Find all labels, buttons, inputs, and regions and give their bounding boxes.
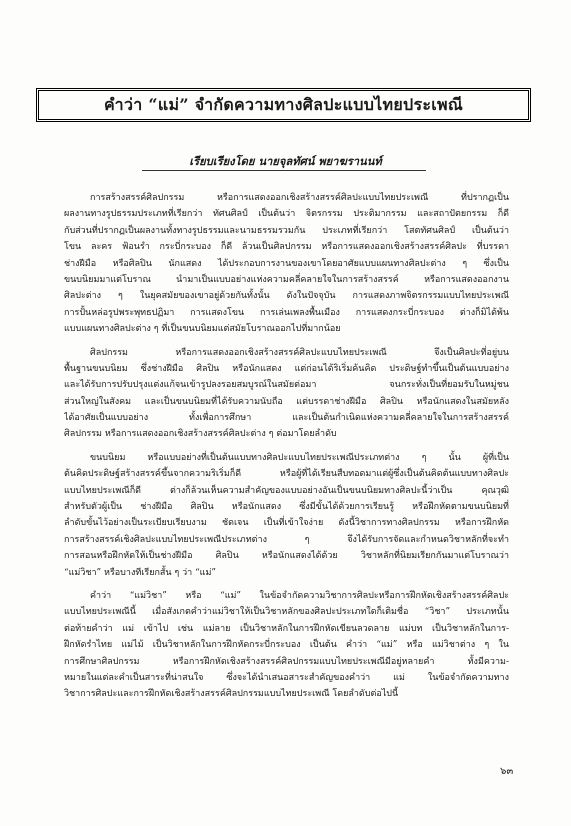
text-line: และได้รับการปรับปรุงแต่งแก้จนเข้ารูปลงรอยสมบูรณ์ในสมัยต่อมา จนกระทั่งเป็นที่ยอมรับในหมู่ชน — [64, 380, 509, 391]
text-line: สำหรับตัวผู้เป็น ช่างฝีมือ ศิลปิน หรือนักแสดง ซึ่งมีขั้นได้ด้วยการเรียนรู้ หรือฝึกหัดตามขนบนิยมที่ — [64, 502, 509, 513]
text-line: ลำดับขั้นไว้อย่างเป็นระเบียบเรียบงาม ชัดเจน เป็นที่เข้าใจง่าย ดังนี้วิชาการทางศิลปกรรม หรือการฝึกหัด — [64, 518, 509, 529]
text-line: ศิลปกรรม หรือการแสดงออกเชิงสร้างสรรค์ศิลปะแบบไทยประเพณี จึงเป็นศิลปะที่อยู่บน — [90, 347, 509, 358]
text-line: การสอนหรือฝึกหัดให้เป็นช่างฝีมือ ศิลปิน หรือนักแสดงได้ด้วย วิชาหลักที่นิยมเรียกกันมาแต่โบราณว่า — [64, 551, 509, 562]
paragraph — [64, 450, 509, 581]
paragraph — [64, 588, 509, 703]
text-line: ต้นคิดประดิษฐ์สร้างสรรค์ขึ้นจากความริเริ่มก็ดี หรือผู้ที่ได้เรียนสืบทอดมาแต่ผู้ซึ่งเป็นต้นคิดต้นแบบทางศิลปะ — [64, 469, 509, 480]
text-line: ช่างฝีมือ หรือศิลปิน นักแสดง ได้ประกอบการงานของเขาโดยอาศัยแบบแผนทางศิลปะต่าง ๆ ซึ่งเป็น — [64, 258, 509, 269]
author-underline — [142, 170, 426, 171]
text-line: ฝึกหัดรำไทย แม่ไม้ เป็นวิชาหลักในการฝึกหัดกระบี่กระบอง เป็นต้น คำว่า “แม่” หรือ แม่วิชาต่าง ๆ ใน — [64, 640, 509, 651]
page-number: ๖๓ — [500, 766, 514, 777]
text-line: ได้อาศัยเป็นแบบอย่าง ทั้งเพื่อการศึกษา และเป็นต้นกำเนิดแห่งความคลี่คลายใจในการสร้างสรรค์ — [64, 413, 509, 424]
text-line: ต่อท้ายคำว่า แม่ เข้าไป เช่น แม่ลาย เป็นวิชาหลักในการฝึกหัดเขียนลวดลาย แม่บท เป็นวิชาหลักในการ- — [64, 623, 509, 634]
text-line: ขนบนิยม หรือแบบอย่างที่เป็นต้นแบบทางศิลปะแบบไทยประเพณีประเภทต่าง ๆ นั้น ผู้ที่เป็น — [90, 452, 509, 463]
text-line: การสร้างสรรค์เชิงศิลปะแบบไทยประเพณีประเภทต่าง ๆ จึงได้รับการจัดและกำหนดวิชาหลักที่จะทำ — [64, 534, 509, 545]
author-line: เรียบเรียงโดย นายจุลทัศน์ พยาฆรานนท์ — [189, 154, 382, 168]
text-line: ส่วนใหญ่ในสังคม และเป็นขนบนิยมที่ได้รับความนับถือ แต่บรรดาช่างฝีมือ ศิลปิน หรือนักแสดงในสมัยหลัง — [64, 396, 509, 407]
text-line: การสร้างสรรค์ศิลปกรรม หรือการแสดงออกเชิงสร้างสรรค์ศิลปะแบบไทยประเพณี ที่ปรากฏเป็น — [90, 193, 509, 203]
text-line: วิชาการศิลปะและการฝึกหัดเชิงสร้างสรรค์ศิลปกรรมแบบไทยประเพณี โดยลำดับต่อไปนี้ — [64, 689, 399, 700]
text-line: การศึกษาศิลปกรรม หรือการฝึกหัดเชิงสร้างสรรค์ศิลปกรรมแบบไทยประเพณีมีอยู่หลายคำ ทั้งมีความ- — [64, 656, 509, 667]
text-line: โขน ละคร ฟ้อนรำ กระบี่กระบอง ก็ดี ล้วนเป็นศิลปกรรม หรือการแสดงออกเชิงสร้างสรรค์ศิลปะ ที่บรรดา — [64, 242, 509, 253]
body-text — [64, 190, 509, 710]
page-title: คำว่า “แม่” จำกัดความทางศิลปะแบบไทยประเพณี — [103, 94, 464, 114]
text-line: กับส่วนที่ปรากฏเป็นผลงานทั้งทางรูปธรรมและนามธรรมรวมกัน ประเภทที่เรียกว่า โสตทัศนศิลป์ เป็นต้นว่า — [64, 225, 509, 236]
text-line: หมายในแต่ละคำเป็นสาระที่น่าสนใจ ซึ่งจะได้นำเสนอสาระสำคัญของคำว่า แม่ ในข้อจำกัดความทาง — [64, 672, 509, 683]
text-line: การปั้นหล่อรูปพระพุทธปฏิมา การแสดงโขน การเล่นเพลงพื้นเมือง การแสดงกระบี่กระบอง ต่างก็มิได้พ้น — [64, 307, 509, 318]
text-line: พื้นฐานขนบนิยม ซึ่งช่างฝีมือ ศิลปิน หรือนักแสดง แต่ก่อนได้ริเริ่มค้นคิด ประดิษฐ์ทำขึ้นเป็นต้นแบบอย่าง — [64, 363, 509, 374]
paragraph — [64, 345, 509, 443]
text-line: แบบไทยประเพณีนี้ เมื่อสังเกตคำว่าแม่วิชาให้เป็นวิชาหลักของศิลปะประเภทใดก็เติมชื่อ “วิชา” ประเภทนั้น — [64, 607, 509, 618]
text-line: แบบแผนทางศิลปะต่าง ๆ ที่เป็นขนบนิยมแต่สมัยโบราณออกไปที่มากน้อย — [64, 324, 341, 335]
text-line: ผลงานทางรูปธรรมประเภทที่เรียกว่า ทัศนศิลป์ เป็นต้นว่า จิตรกรรม ประติมากรรม และสถาปัตยกรรม ก็ดี — [64, 209, 509, 220]
text-line: ศิลปกรรม หรือการแสดงออกเชิงสร้างสรรค์ศิลปะต่าง ๆ ต่อมาโดยลำดับ — [64, 429, 337, 440]
text-line: แบบไทยประเพณีก็ดี ต่างก็ล้วนเห็นความสำคัญของแบบอย่างอันเป็นขนบนิยมทางศิลปะนี้ว่าเป็น คุณวุฒิ — [64, 485, 509, 496]
text-line: ศิลปะต่าง ๆ ในยุคสมัยของเขาอยู่ด้วยกันทั้งนั้น ดังในปัจจุบัน การแสดงภาพจิตรกรรมแบบไทยประเพณี — [64, 291, 509, 302]
text-line: คำว่า “แม่วิชา” หรือ “แม่” ในข้อจำกัดความวิชาการศิลปะหรือการฝึกหัดเชิงสร้างสรรค์ศิลปะ — [90, 590, 509, 601]
paragraph — [64, 190, 509, 338]
title-box — [36, 88, 531, 122]
text-line: “แม่วิชา” หรือบางทีเรียกสั้น ๆ ว่า “แม่” — [64, 567, 217, 578]
text-line: ขนบนิยมมาแต่โบราณ นำมาเป็นแบบอย่างแห่งความคลี่คลายใจในการสร้างสรรค์ หรือการแสดงออกงาน — [64, 274, 509, 285]
